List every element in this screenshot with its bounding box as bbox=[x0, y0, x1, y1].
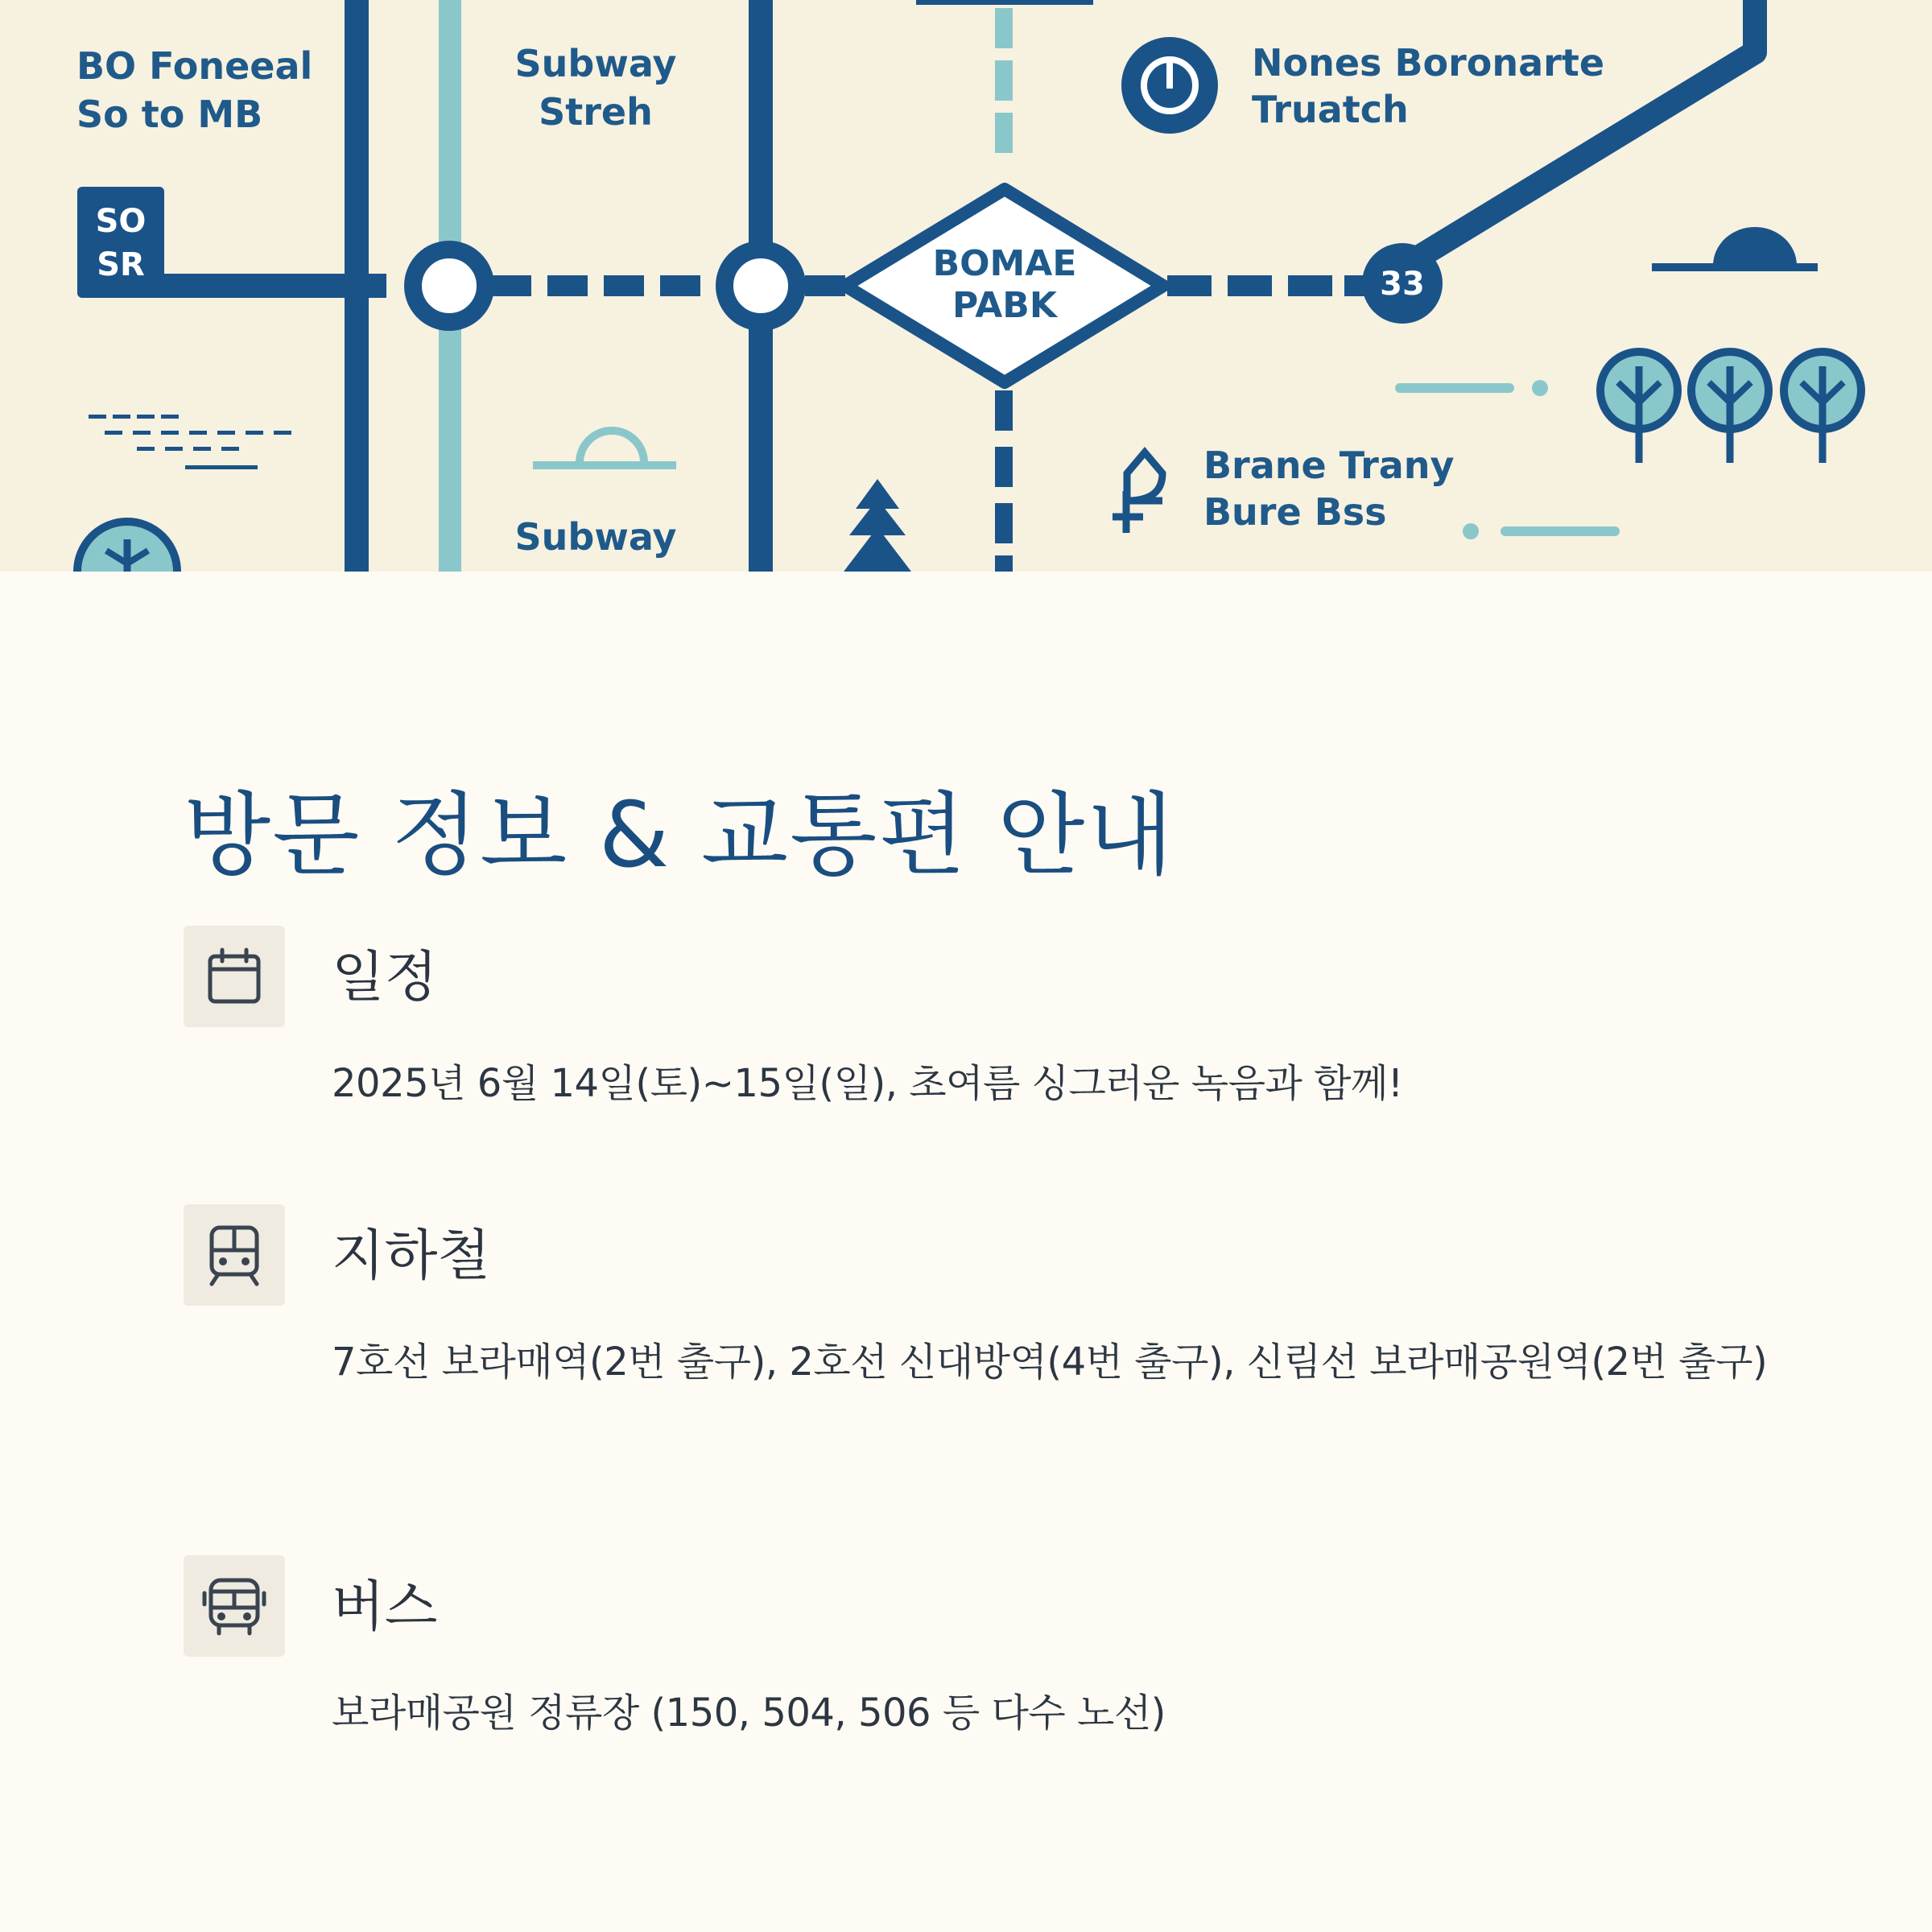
map-label: Streh bbox=[539, 90, 653, 134]
subway-section bbox=[184, 1204, 1794, 1462]
bus-icon bbox=[184, 1555, 285, 1657]
bus-title: 버스 bbox=[332, 1575, 438, 1639]
station-marker bbox=[413, 250, 485, 322]
transit-map-banner bbox=[0, 0, 1932, 572]
map-label: Brane Trany bbox=[1203, 444, 1455, 487]
tree-icons bbox=[1600, 352, 1861, 463]
subway-title: 지하철 bbox=[332, 1224, 491, 1288]
schedule-text: 2025년 6월 14일(토)~15일(일), 초여름 싱그러운 녹음과 함께! bbox=[332, 1061, 1403, 1106]
map-label: SO bbox=[95, 203, 147, 240]
map-label: Subway bbox=[514, 42, 677, 85]
visit-info-section bbox=[0, 572, 1932, 1932]
map-label: Subway bbox=[514, 515, 677, 559]
map-dashed-teal bbox=[995, 8, 1013, 153]
bus-text: 보라매공원 정류장 (150, 504, 506 등 다수 노선) bbox=[332, 1690, 1166, 1736]
train-icon bbox=[184, 1204, 285, 1306]
map-label: BO Foneeal bbox=[76, 44, 313, 88]
map-label: So to MB bbox=[76, 93, 263, 136]
calendar-icon bbox=[184, 926, 285, 1027]
map-label: Nones Boronarte bbox=[1252, 41, 1605, 85]
map-label: Bure Bss bbox=[1203, 490, 1387, 534]
transit-map-illustration bbox=[0, 0, 1932, 572]
schedule-title: 일정 bbox=[332, 946, 438, 1009]
schedule-section bbox=[184, 926, 1794, 1111]
map-label: SR bbox=[97, 246, 145, 283]
bus-section bbox=[184, 1555, 1794, 1740]
map-label: BOMAE bbox=[932, 243, 1077, 284]
station-marker bbox=[724, 250, 797, 322]
map-label: Truatch bbox=[1252, 88, 1409, 131]
map-label: 33 bbox=[1380, 266, 1425, 303]
subway-text: 7호선 보라매역(2번 출구), 2호선 신대방역(4번 출구), 신림선 보라매공원역(2번 출구) bbox=[332, 1340, 1768, 1385]
page-title: 방문 정보 & 교통편 안내 bbox=[184, 783, 1175, 888]
map-label: PABK bbox=[952, 285, 1057, 326]
